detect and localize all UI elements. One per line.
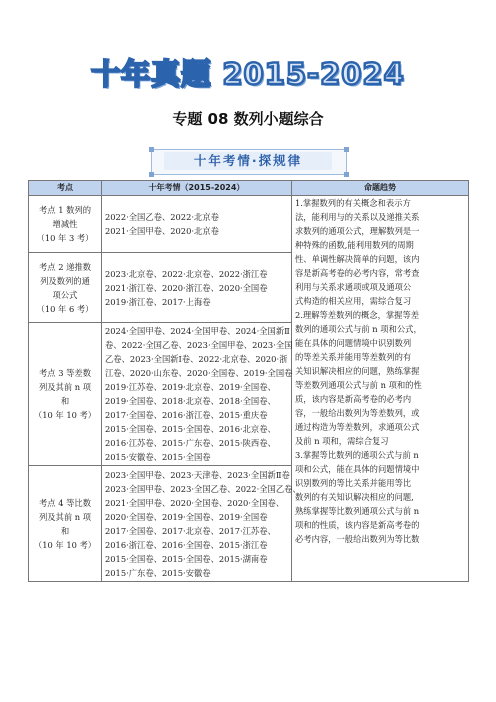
kaodian-line: 列及其前 n 项 [38, 382, 92, 392]
header-exams: 十年考情（2015-2024） [102, 181, 292, 196]
kaodian-cell [29, 323, 102, 466]
exam-line: 2016·浙江卷、2016·全国卷、2015·浙江卷 [105, 539, 268, 550]
exam-line: 2023·全国甲卷、2023·全国乙卷、2022·全国乙卷、 [105, 483, 301, 494]
kaodian-line: 和 [60, 525, 70, 536]
exams-cell [102, 196, 292, 253]
trend-line: 1.掌握数列的有关概念和表示方 [295, 198, 411, 208]
trend-line: 容，一般给出数列为等差数列，或 [295, 408, 420, 418]
exam-line: 2023·北京卷、2022·北京卷、2022·浙江卷 [105, 268, 268, 279]
kaodian-cell [29, 253, 102, 323]
trend-cell [292, 196, 469, 582]
exam-line: 2015·广东卷、2015·安徽卷 [105, 567, 211, 578]
trend-line: 求数列的通项公式，理解数列是一 [295, 226, 420, 236]
trend-line: 能在具体的问题情境中识别数列 [295, 338, 412, 348]
exam-line: 2017·全国卷、2017·北京卷、2017·江苏卷、 [105, 525, 276, 536]
exam-line: 乙卷、2023·全国新Ⅰ卷、2022·北京卷、2020·浙 [105, 354, 288, 364]
kaodian-line: 考点 1 数列的 [38, 205, 92, 215]
trend-line: 及前 n 项和，需综合复习 [295, 436, 389, 446]
exam-line: 2015·全国卷、2015·全国卷、2015·湖南卷 [105, 553, 268, 564]
exam-line: 2019·浙江卷、2017·上海卷 [105, 296, 211, 307]
kaodian-line: 考点 3 等差数 [38, 368, 92, 378]
trend-line: 2.理解等差数列的概念，掌握等差 [295, 310, 420, 320]
trend-line: 熟练掌握等比数列通项公式与前 n [295, 506, 420, 516]
exam-line: 2016·江苏卷、2015·广东卷、2015·陕西卷、 [105, 438, 276, 448]
trend-line: 项和公式，能在具体的问题情境中 [295, 464, 420, 474]
trend-line: 质，该内容是新高考卷的必考内 [295, 394, 412, 404]
exam-analysis-table [28, 180, 469, 582]
kaodian-line: （10 年 10 考） [33, 410, 97, 420]
table-row [29, 196, 469, 253]
exam-line: 2019·全国卷、2018·北京卷、2018·全国卷、 [105, 396, 276, 406]
exams-cell [102, 466, 301, 582]
kaodian-line: 项公式 [52, 289, 78, 300]
trend-line: 利用与关系求通项或项及通项公 [295, 282, 412, 292]
exam-line: 2021·全国甲卷、2020·全国卷、2020·全国卷、 [105, 497, 285, 508]
header-trend: 命题趋势 [292, 181, 469, 196]
trend-line: 性、单调性解决简单的问题，该内 [295, 254, 420, 264]
exams-cell [102, 323, 292, 466]
trend-line: 式构造的相关应用，需综合复习 [295, 296, 412, 306]
table-header-row [29, 181, 469, 196]
exam-line: 2020·全国卷、2019·全国卷、2019·全国卷 [105, 511, 268, 522]
exam-line: 2015·全国卷、2015·全国卷、2016·北京卷、 [105, 424, 276, 434]
trend-line: 数列的有关知识解决相应的问题, [295, 492, 414, 502]
section-title: 十年考情·探规律 [164, 152, 332, 170]
kaodian-cell [29, 466, 102, 582]
corner-decoration [149, 147, 154, 152]
trend-line: 项和的性质，该内容是新高考卷的 [295, 520, 420, 530]
kaodian-cell [29, 196, 102, 253]
trend-line: 数列的通项公式与前 n 项和公式， [295, 324, 422, 334]
header-kaodian: 考点 [29, 181, 102, 196]
trend-line: 种特殊的函数,能利用数列的周期 [295, 240, 414, 250]
corner-decoration [149, 172, 154, 177]
kaodian-line: （10 年 10 考） [33, 539, 97, 550]
kaodian-line: 列及其前 n 项 [38, 511, 92, 522]
trend-line: 识别数列的等比关系并能用等比 [295, 478, 412, 488]
exam-line: 2017·全国卷、2016·浙江卷、2015·重庆卷 [105, 410, 268, 420]
trend-line: 3.掌握等比数列的通项公式与前 n [295, 450, 419, 460]
exam-line: 卷、2022·全国乙卷、2023·全国甲卷、2023·全国 [105, 340, 293, 350]
kaodian-line: 增减性 [52, 219, 78, 229]
kaodian-line: 列及数列的通 [40, 275, 90, 286]
page-banner: 十年真题 2015-2024 [91, 57, 405, 91]
trend-line: 通过构造为等差数列，求通项公式 [295, 422, 420, 432]
kaodian-line: 考点 4 等比数 [38, 497, 92, 508]
exam-line: 江卷、2020·山东卷、2020·全国卷、2019·全国卷 [105, 368, 293, 378]
page-title: 专题 08 数列小题综合 [172, 110, 324, 128]
section-banner [151, 149, 347, 175]
exam-line: 2019·江苏卷、2019·北京卷、2019·全国卷、 [105, 382, 276, 392]
exam-line: 2023·全国甲卷、2023·天津卷、2023·全国新Ⅱ卷 [105, 469, 290, 480]
exam-line: 2015·安徽卷、2015·全国卷 [105, 452, 211, 462]
kaodian-line: （10 年 6 考） [36, 303, 94, 314]
kaodian-line: 和 [60, 396, 70, 406]
exam-line: 2021·全国甲卷、2020·北京卷 [105, 226, 219, 236]
exam-line: 2022·全国乙卷、2022·北京卷 [105, 212, 219, 222]
exam-line: 2021·浙江卷、2020·浙江卷、2020·全国卷 [105, 282, 268, 293]
kaodian-line: 考点 2 递推数 [38, 261, 92, 272]
trend-line: 等差数列通项公式与前 n 项和的性 [295, 380, 422, 390]
kaodian-line: （10 年 3 考） [36, 233, 94, 243]
trend-line: 关知识解决相应的问题，熟练掌握 [295, 366, 420, 376]
exams-cell [102, 253, 292, 323]
exam-line: 2024·全国甲卷、2024·全国甲卷、2024·全国新Ⅱ [105, 326, 290, 336]
trend-line: 的等差关系并能用等差数列的有 [295, 352, 412, 362]
trend-line: 法，能利用与的关系以及递推关系 [295, 212, 420, 222]
corner-decoration [344, 147, 349, 152]
trend-line: 容是新高考卷的必考内容，常考查 [295, 268, 420, 278]
corner-decoration [344, 172, 349, 177]
trend-line: 必考内容，一般给出数列为等比数 [295, 534, 420, 544]
